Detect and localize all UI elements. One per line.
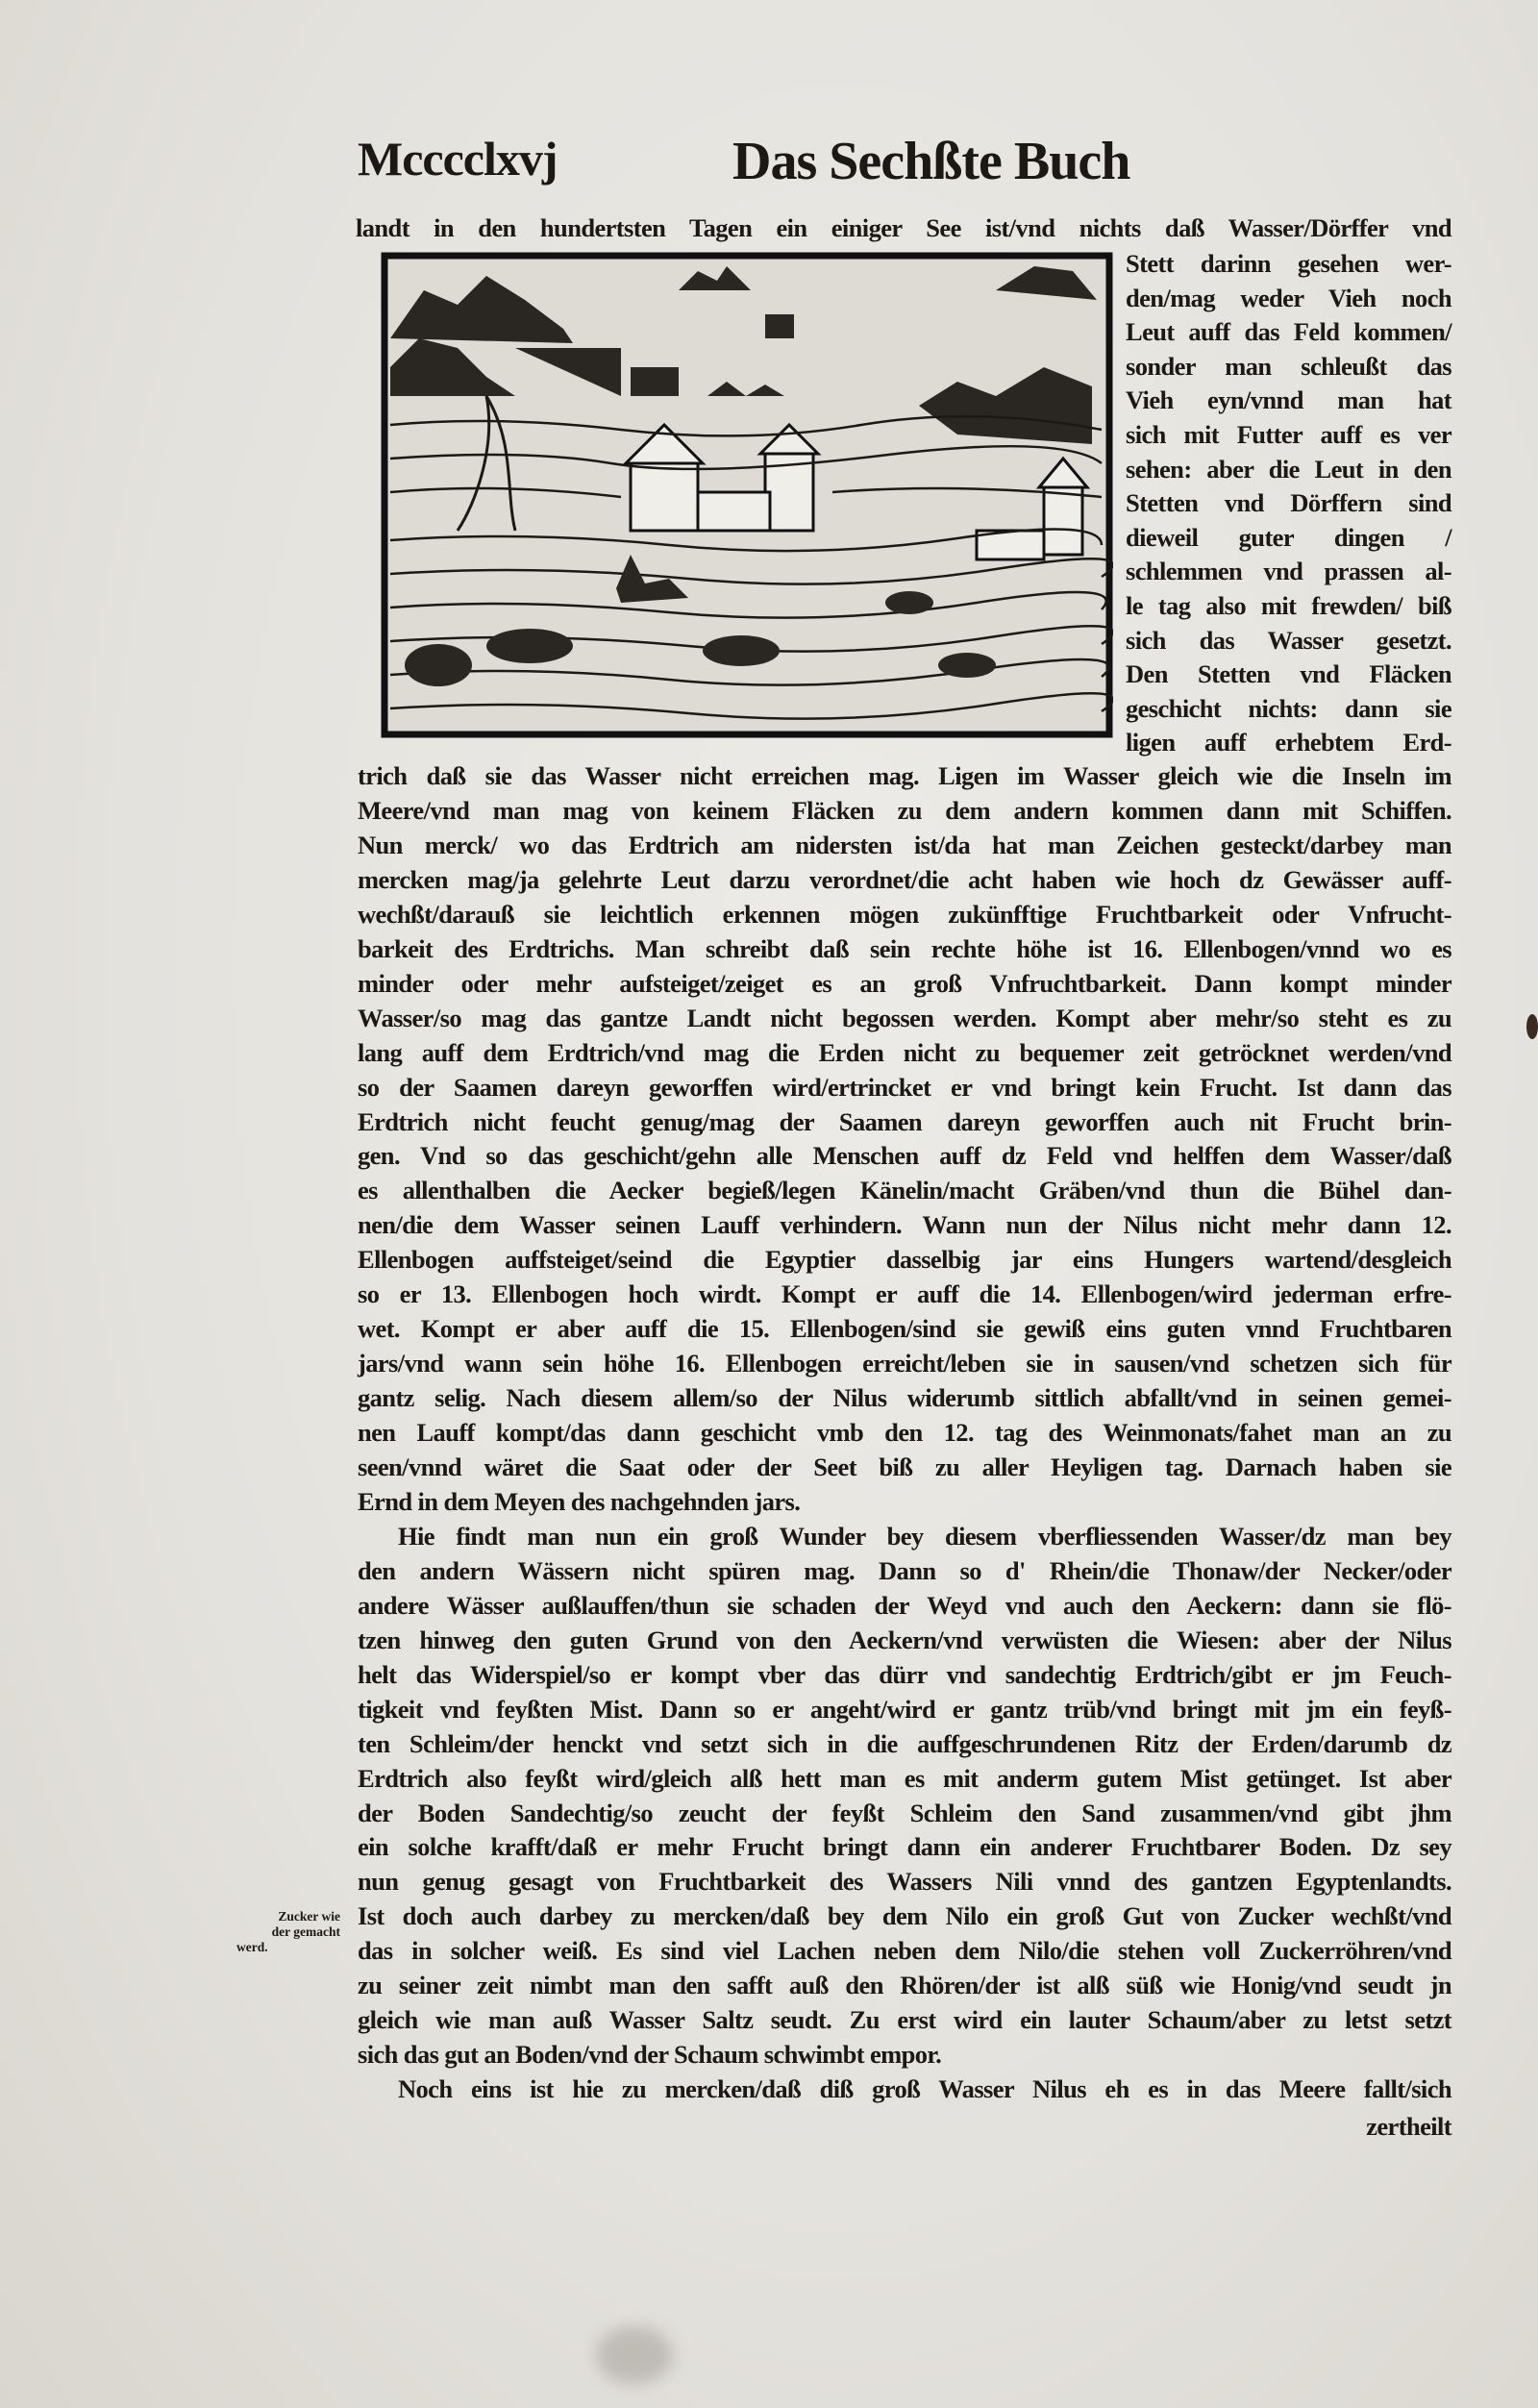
smudge	[596, 2326, 673, 2384]
catchword: zertheilt	[1366, 2112, 1451, 2141]
side-text-line: le tag also mit frewden/ biß	[1126, 591, 1451, 620]
side-text-line: den/mag weder Vieh noch	[1126, 283, 1451, 312]
body-text-line: nen Lauff kompt/das dann geschicht vmb den 12. tag des Weinmonats/fahet man an zu	[358, 1418, 1451, 1448]
text-line-top: landt in den hundertsten Tagen ein einiger See ist/vnd nichts daß Wasser/Dörffer vnd	[356, 213, 1451, 242]
body-text-line: Erdtrich nicht feucht genug/mag der Saamen dareyn geworffen auch nit Frucht brin-	[358, 1106, 1451, 1136]
side-text-line: sehen: aber die Leut in den	[1126, 454, 1451, 484]
folio-number: Mcccclxvj	[358, 132, 558, 186]
body-text-line: ten Schleim/der henckt vnd setzt sich in die auffgeschrundenen Ritz der Erden/darumb dz	[358, 1728, 1451, 1758]
body-text-line: Ist doch auch darbey zu mercken/daß bey dem Nilo ein groß Gut von Zucker wechßt/vnd	[358, 1901, 1451, 1931]
side-text-line: sich das Wasser gesetzt.	[1126, 625, 1451, 655]
side-text-line: sonder man schleußt das	[1126, 351, 1451, 381]
side-text-line: ligen auff erhebtem Erd-	[1126, 728, 1451, 757]
body-text-line: gen. Vnd so das geschicht/gehn alle Menschen auff dz Feld vnd helffen dem Wasser/daß	[358, 1141, 1451, 1171]
body-text-line: so er 13. Ellenbogen hoch wirdt. Kompt er auff die 14. Ellenbogen/wird jederman erfre-	[358, 1279, 1451, 1309]
side-text-line: Den Stetten vnd Fläcken	[1126, 659, 1451, 689]
flood-woodcut-illustration	[381, 252, 1113, 738]
side-text-line: Leut auff das Feld kommen/	[1126, 317, 1451, 347]
running-title: Das Sechßte Buch	[732, 132, 1130, 191]
body-text-line: wet. Kompt er aber auff die 15. Ellenbogen/sind sie gewiß eins guten vnnd Fruchtbaren	[358, 1314, 1451, 1344]
body-text-line: gleich wie man auß Wasser Saltz seudt. Zu erst wird ein lauter Schaum/aber zu letst setzt	[358, 2005, 1451, 2035]
side-text-line: Vieh eyn/vnnd man hat	[1126, 385, 1451, 415]
margin-note	[236, 1909, 340, 1955]
body-text-line: gantz selig. Nach diesem allem/so der Nilus widerumb sittlich abfallt/vnd in seinen gemei-	[358, 1383, 1451, 1413]
body-text-line: tigkeit vnd feyßten Mist. Dann so er angeht/wird er gantz trüb/vnd bringt mit jm ein feyß-	[358, 1694, 1451, 1724]
body-text-line: jars/vnd wann sein höhe 16. Ellenbogen erreicht/leben sie in sausen/vnd schetzen sich für	[358, 1349, 1451, 1378]
body-text-line: mercken mag/ja gelehrte Leut darzu verordnet/die acht haben wie hoch dz Gewässer auff-	[358, 864, 1451, 894]
body-text-line: barkeit des Erdtrichs. Man schreibt daß sein rechte höhe ist 16. Ellenbogen/vnnd wo es	[358, 933, 1451, 963]
body-text-line: den andern Wässern nicht spüren mag. Dann so d' Rhein/die Thonaw/der Necker/oder	[358, 1555, 1451, 1585]
body-text-line: minder oder mehr aufsteiget/zeiget es an groß Vnfruchtbarkeit. Dann kompt minder	[358, 968, 1451, 998]
margin-note-line: werd.	[236, 1940, 268, 1954]
body-text-line: wechßt/darauß sie leichtlich erkennen mögen zukünfftige Fruchtbarkeit oder Vnfrucht-	[358, 899, 1451, 929]
body-text-line: lang auff dem Erdtrich/vnd mag die Erden nicht zu bequemer zeit getröcknet werden/vnd	[358, 1037, 1451, 1067]
body-text-line: es allenthalben die Aecker begieß/legen Känelin/macht Gräben/vnd thun die Bühel dan-	[358, 1176, 1451, 1205]
side-text-line: Stett darinn gesehen wer-	[1126, 249, 1451, 278]
margin-note-line: der gemacht	[271, 1924, 340, 1939]
body-text-line: ein solche krafft/daß er mehr Frucht bringt dann ein anderer Fruchtbarer Boden. Dz sey	[358, 1832, 1451, 1862]
body-text-line: das in solcher weiß. Es sind viel Lachen neben dem Nilo/die stehen voll Zuckerröhren/vnd	[358, 1936, 1451, 1966]
body-text-line: so der Saamen dareyn geworffen wird/ertrincket er vnd bringt kein Frucht. Ist dann das	[358, 1072, 1451, 1102]
body-text-line: Hie findt man nun ein groß Wunder bey diesem vberfliessenden Wasser/dz man bey	[398, 1521, 1451, 1551]
side-text-line: dieweil guter dingen /	[1126, 522, 1451, 552]
body-text-line: Ernd in dem Meyen des nachgehnden jars.	[358, 1486, 801, 1516]
body-text-line: sich das gut an Boden/vnd der Schaum schwimbt empor.	[358, 2040, 942, 2070]
body-text-line: Meere/vnd man mag von keinem Fläcken zu dem andern kommen dann mit Schiffen.	[358, 795, 1451, 825]
body-text-line: Wasser/so mag das gantze Landt nicht begossen werden. Kompt aber mehr/so steht es zu	[358, 1003, 1451, 1032]
body-text-line: seen/vnnd wäret die Saat oder der Seet biß zu aller Heyligen tag. Darnach haben sie	[358, 1452, 1451, 1481]
body-text-line: tzen hinweg den guten Grund von den Aeckern/vnd verwüsten die Wiesen: aber der Nilus	[358, 1625, 1451, 1654]
side-text-line: geschicht nichts: dann sie	[1126, 693, 1451, 723]
body-text-line: der Boden Sandechtig/so zeucht der feyßt Schleim den Sand zusammen/vnd gibt jhm	[358, 1798, 1451, 1827]
side-text-line: schlemmen vnd prassen al-	[1126, 557, 1451, 586]
body-text-line: nen/die dem Wasser seinen Lauff verhindern. Wann nun der Nilus nicht mehr dann 12.	[358, 1210, 1451, 1240]
body-text-line: Ellenbogen auffsteiget/seind die Egyptier dasselbig jar eins Hungers wartend/desgleich	[358, 1245, 1451, 1275]
body-text-line: Erdtrich also feyßt wird/gleich alß hett man es mit anderm gutem Mist getünget. Ist aber	[358, 1763, 1451, 1793]
body-text-line: andere Wässer außlauffen/thun sie schaden der Weyd vnd auch den Aeckern: dann sie flö-	[358, 1590, 1451, 1620]
side-text-line: Stetten vnd Dörffern sind	[1126, 488, 1451, 518]
body-text-line: zu seiner zeit nimbt man den safft auß den Rhören/der ist alß süß wie Honig/vnd seudt jn	[358, 1971, 1451, 2000]
side-text-line: sich mit Futter auff es ver	[1126, 420, 1451, 449]
body-text-line: helt das Widerspiel/so er kompt vber das dürr vnd sandechtig Erdtrich/gibt er jm Feuch-	[358, 1659, 1451, 1689]
body-text-line: trich daß sie das Wasser nicht erreichen mag. Ligen im Wasser gleich wie die Inseln im	[358, 761, 1451, 790]
body-text-line: nun genug gesagt von Fruchtbarkeit des Wassers Nili vnnd des gantzen Egyptenlandts.	[358, 1867, 1451, 1897]
body-text-line: Nun merck/ wo das Erdtrich am nidersten ist/da hat man Zeichen gesteckt/darbey man	[358, 830, 1451, 859]
ink-stain	[1526, 1014, 1538, 1039]
margin-note-line: Zucker wie	[278, 1909, 340, 1924]
body-text-line: Noch eins ist hie zu mercken/daß diß groß Wasser Nilus eh es in das Meere fallt/sich	[398, 2074, 1451, 2104]
